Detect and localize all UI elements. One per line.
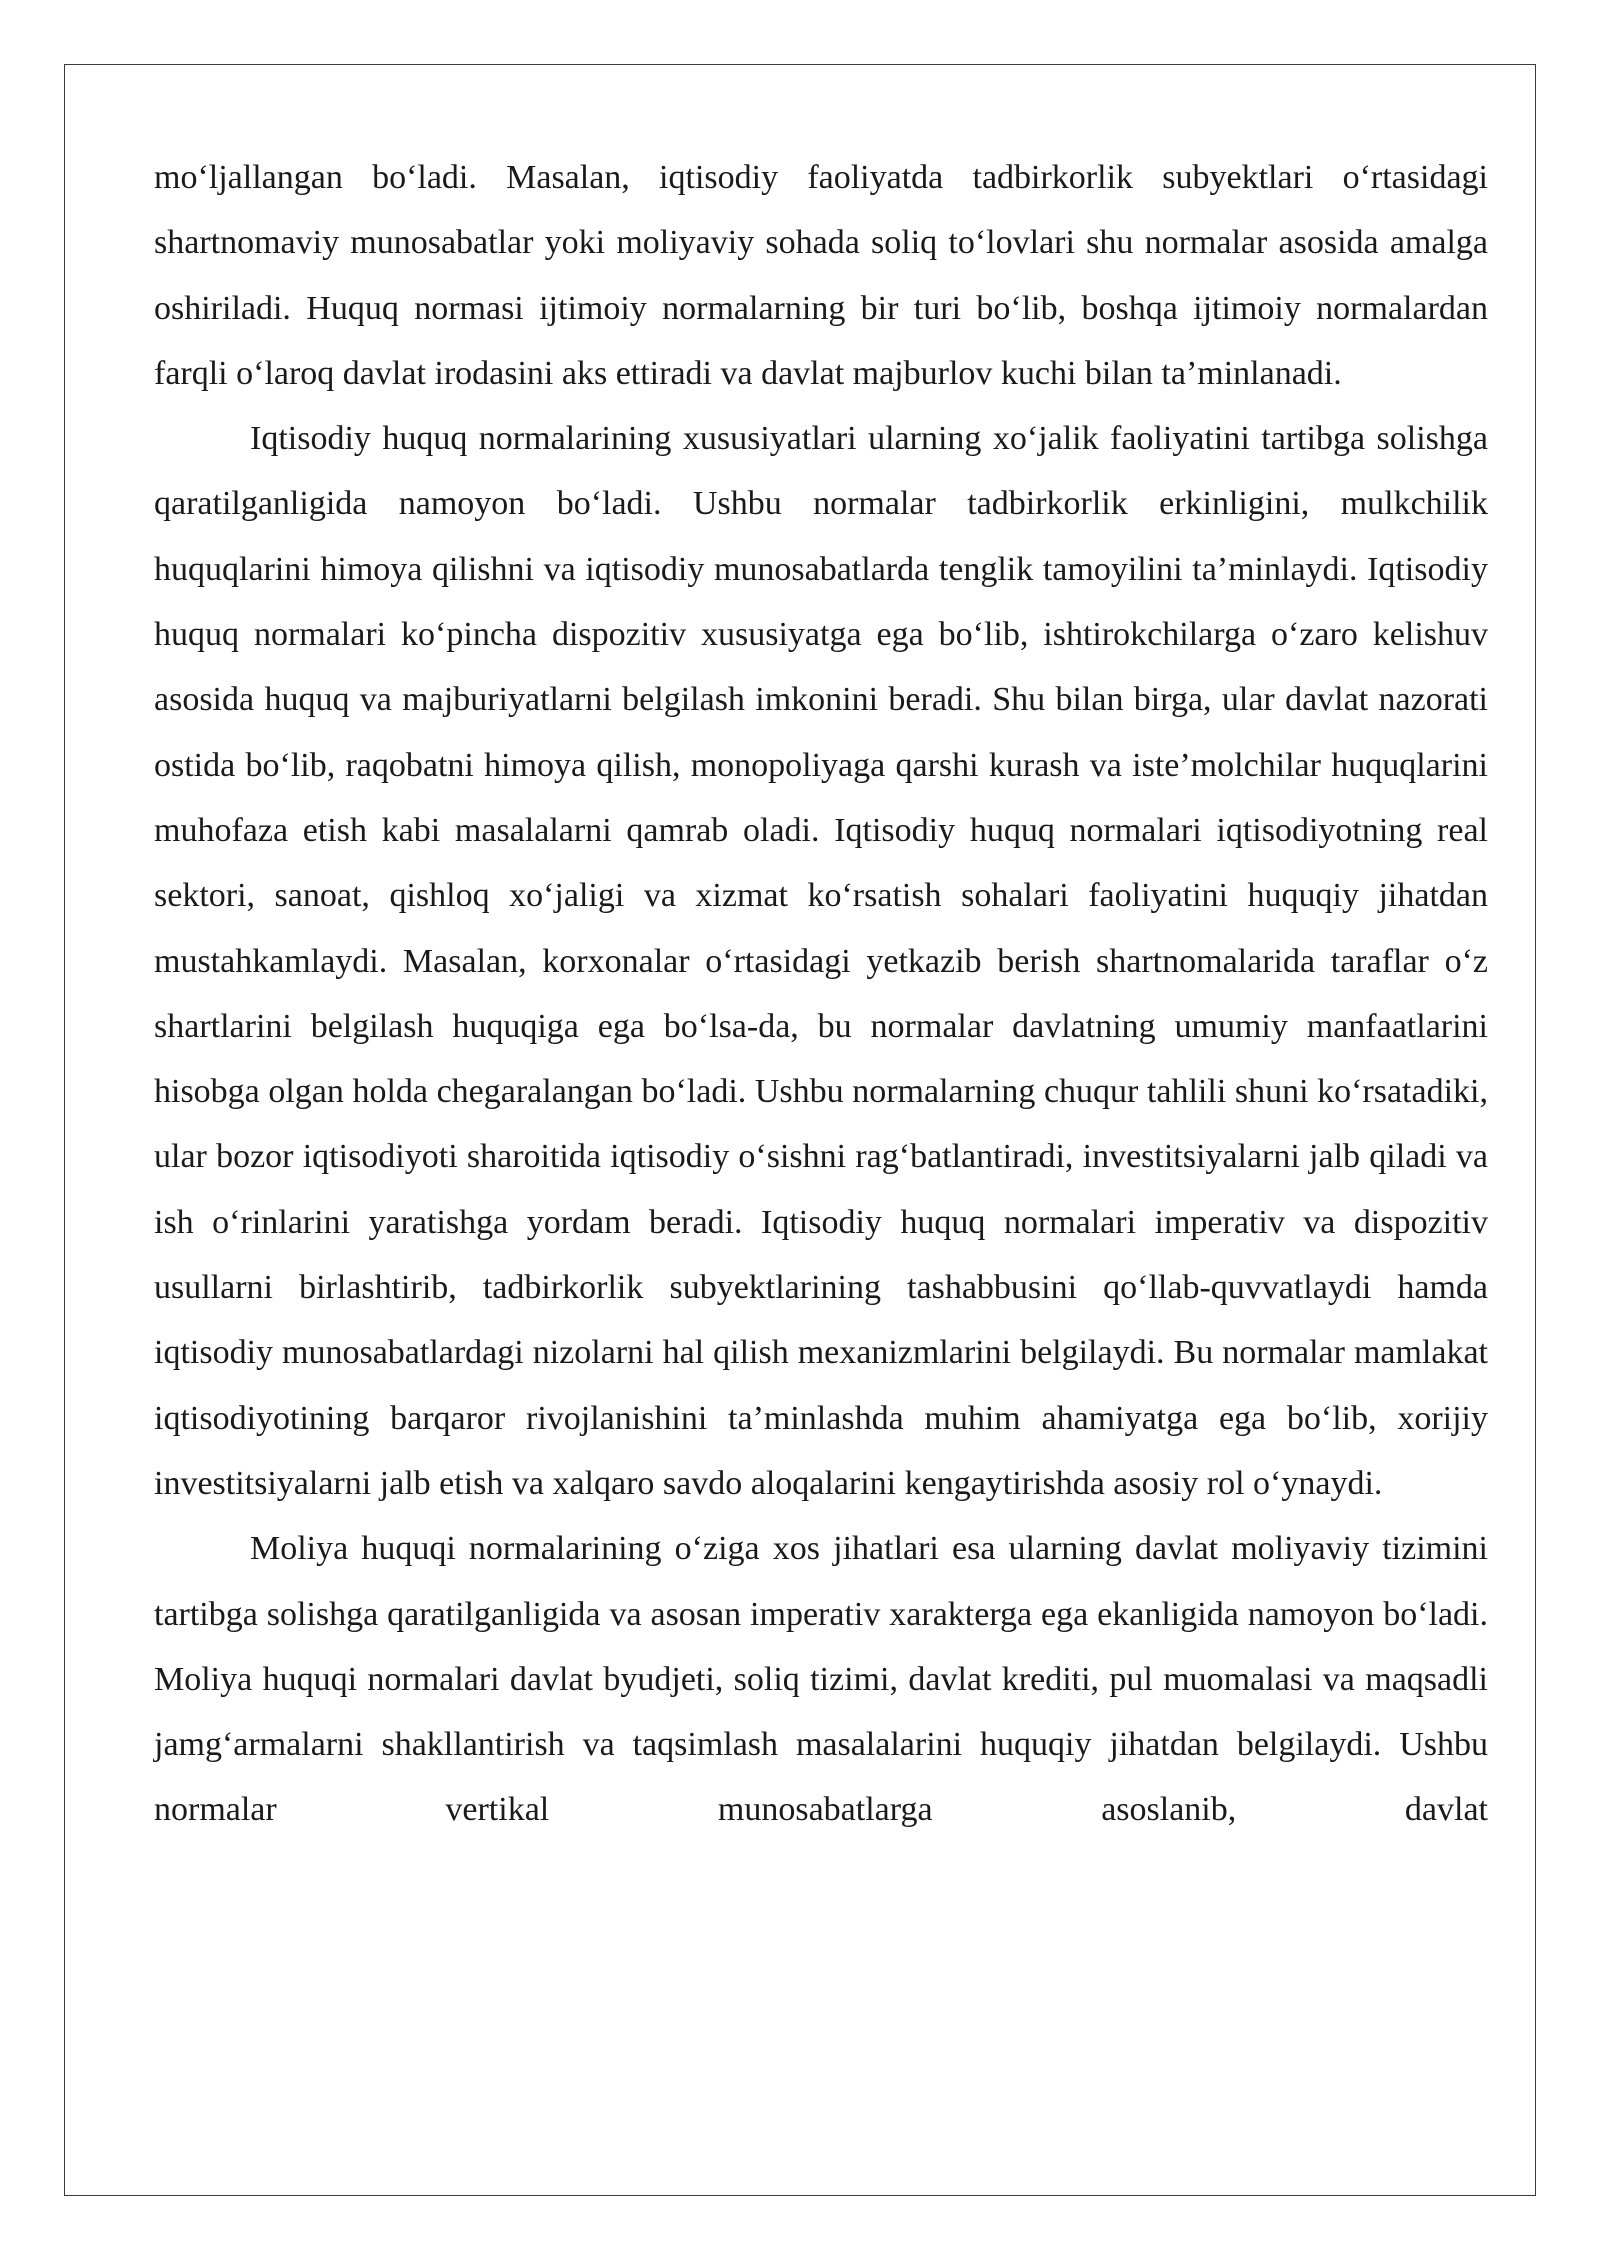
paragraph-economic-law: Iqtisodiy huquq normalarining xususiyatlari ularning xo‘jalik faoliyatini tartibga solishga qaratilganligida namoyon bo‘ladi. Ushbu normalar tadbirkorlik erkinligini, mulkchilik huquqlarini himoya qilishni va iqtisodiy munosabatlarda tenglik tamoyilini ta’minlaydi. Iqtisodiy huquq normalari ko‘pincha dispozitiv xususiyatga ega bo‘lib, ishtirokchilarga o‘zaro kelishuv asosida huquq va majburiyatlarni belgilash imkonini beradi. Shu bilan birga, ular davlat nazorati ostida bo‘lib, raqobatni himoya qilish, monopoliyaga qarshi kurash va iste’molchilar huquqlarini muhofaza etish kabi masalalarni qamrab oladi. Iqtisodiy huquq normalari iqtisodiyotning real sektori, sanoat, qishloq xo‘jaligi va xizmat ko‘rsatish sohalari faoliyatini huquqiy jihatdan mustahkamlaydi. Masalan, korxonalar o‘rtasidagi yetkazib berish shartnomalarida taraflar o‘z shartlarini belgilash huquqiga ega bo‘lsa-da, bu normalar davlatning umumiy manfaatlarini hisobga olgan holda chegaralangan bo‘ladi. Ushbu normalarning chuqur tahlili shuni ko‘rsatadiki, ular bozor iqtisodiyoti sharoitida iqtisodiy o‘sishni rag‘batlantiradi, investitsiyalarni jalb qiladi va ish o‘rinlarini yaratishga yordam beradi. Iqtisodiy huquq normalari imperativ va dispozitiv usullarni birlashtirib, tadbirkorlik subyektlarining tashabbusini qo‘llab-quvvatlaydi hamda iqtisodiy munosabatlardagi nizolarni hal qilish mexanizmlarini belgilaydi. Bu normalar mamlakat iqtisodiyotining barqaror rivojlanishini ta’minlashda muhim ahamiyatga ega bo‘lib, xorijiy investitsiyalarni jalb etish va xalqaro savdo aloqalarini kengaytirishda asosiy rol o‘ynaydi. — [154, 420, 1488, 1502]
document-body — [154, 145, 1488, 1843]
paragraph-financial-law: Moliya huquqi normalarining o‘ziga xos jihatlari esa ularning davlat moliyaviy tizimini tartibga solishga qaratilganligida va asosan imperativ xarakterga ega ekanligida namoyon bo‘ladi. Moliya huquqi normalari davlat byudjeti, soliq tizimi, davlat krediti, pul muomalasi va maqsadli jamg‘armalarni shakllantirish va taqsimlash masalalarini huquqiy jihatdan belgilaydi. Ushbu normalar vertikal munosabatlarga asoslanib, davlat — [154, 1530, 1488, 1829]
paragraph-continuation: mo‘ljallangan bo‘ladi. Masalan, iqtisodiy faoliyatda tadbirkorlik subyektlari o‘rtasidagi shartnomaviy munosabatlar yoki moliyaviy sohada soliq to‘lovlari shu normalar asosida amalga oshiriladi. Huquq normasi ijtimoiy normalarning bir turi bo‘lib, boshqa ijtimoiy normalardan farqli o‘laroq davlat irodasini aks ettiradi va davlat majburlov kuchi bilan ta’minlanadi. — [154, 159, 1488, 392]
